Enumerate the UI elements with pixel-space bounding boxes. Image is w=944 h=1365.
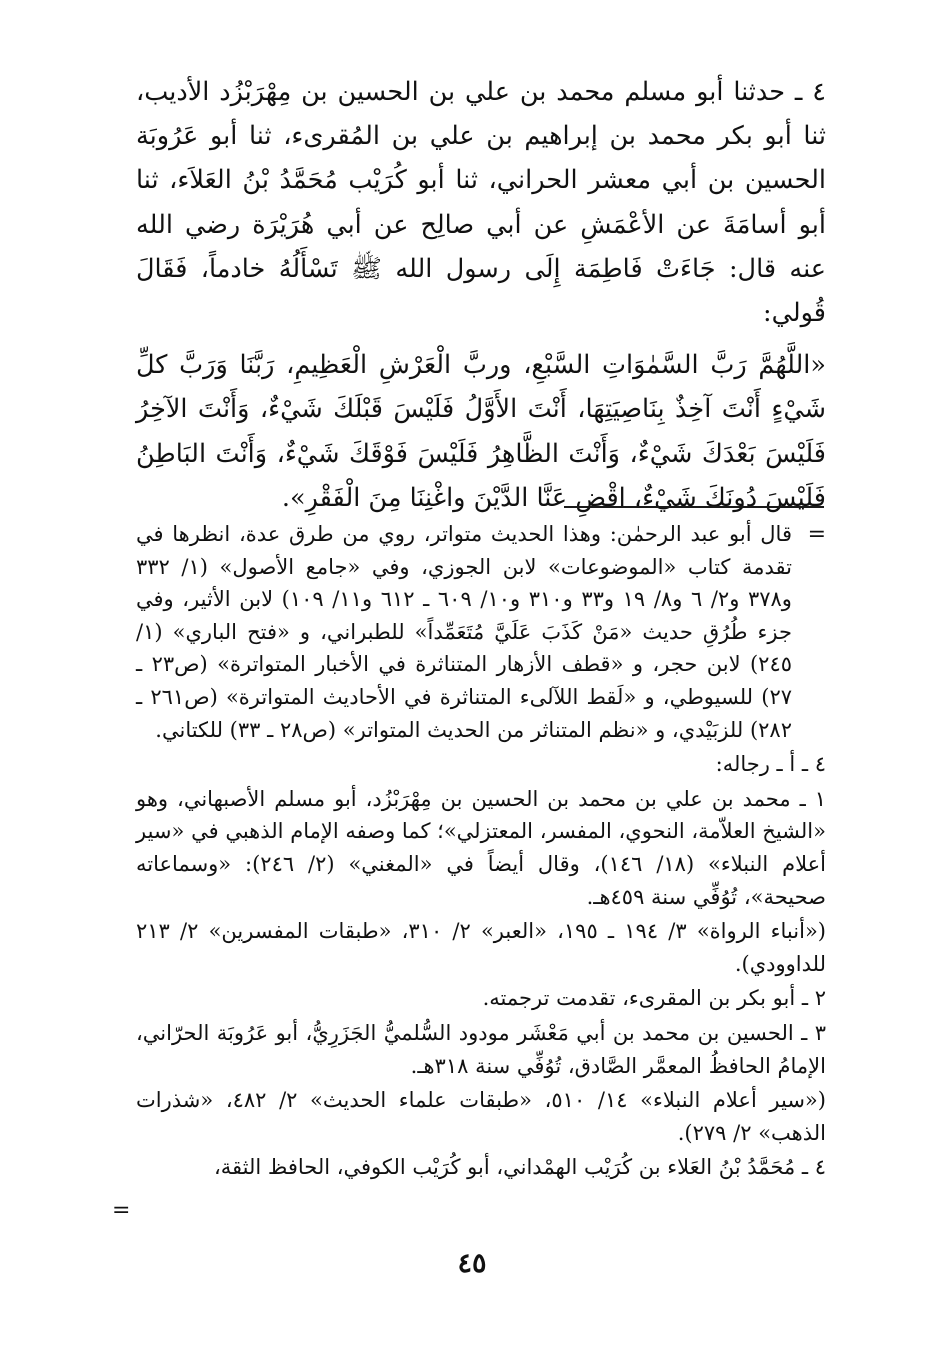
dua-text: «اللَّهُمَّ رَبَّ السَّمٰوَاتِ السَّبْعِ، وربَّ الْعَرْشِ الْعَظِيمِ، رَبَّنَا وَرَبَّ كلِّ شَيْءٍ أَنْتَ آخِذٌ بِنَاصِيَتِهَا، أَنْتَ الأَوَّلُ فَلَيْسَ قَبْلَكَ شَيْءٌ، وَأَنْتَ الآخِرُ فَلَيْسَ بَعْدَكَ شَيْءٌ، وَأَنْتَ الظَّاهِرُ فَلَيْسَ فَوْقَكَ شَيْءٌ، وَأَنْتَ البَاطِنُ فَلَيْسَ دُونَكَ شَيْءٌ، اقْضِ عَنَّا الدَّيْنَ واغْنِنَا مِنَ الْفَقْرِ». [136,350,826,513]
narrator-4: ٤ ـ مُحَمَّدُ بْنُ العَلاء بن كُرَيْب الهمْداني، أبو كُرَيْب الكوفي، الحافظ الثقة، [214,1155,826,1180]
hadith-paragraph: ٤ ـ حدثنا أبو مسلم محمد بن علي بن الحسين بن مِهْرَبْزُد الأديب، ثنا أبو بكر محمد بن إبراهيم بن علي بن المُقرىء، ثنا أبو عَرُوبَة الحسين بن أبي معشر الحراني، ثنا أبو كُرَيْب مُحَمَّدُ بْنُ العَلاَء، ثنا أبو أسامَةَ عن الأعْمَشِ عن أبي صالِح عن أبي هُرَيْرَة رضي الله عنه قال: جَاءَتْ فَاطِمَة إِلَى رسول الله ﷺ تَسْأَلُهُ خادماً، فَقَالَ قُولي: [136,77,826,329]
continuation-mark: = [807,522,826,547]
footnotes [136,518,826,1186]
narrator-1-sources: («أنباء الرواة» ٣/ ١٩٤ ـ ١٩٥، «العبر» ٢/ ٣١٠، «طبقات المفسرين» ٢/ ٢١٣ للداوودي). [136,919,826,976]
end-continuation-mark: = [112,1198,131,1223]
footnote-separator [564,506,824,508]
page-number: ٤٥ [457,1248,487,1279]
narrator-3-sources: («سير أعلام النبلاء» ١٤/ ٥١٠، «طبقات علماء الحديث» ٢/ ٤٨٢، «شذرات الذهب» ٢/ ٢٧٩). [136,1088,826,1145]
main-text [136,70,826,520]
footnote-continuation: قال أبو عبد الرحمٰن: وهذا الحديث متواتر، روي من طرق عدة، انظرها في تقدمة كتاب «الموضوعات» لابن الجوزي، وفي «جامع الأصول» (١/ ٣٣٢ و٣٧٨ و٢/ ٦ و٨/ ١٩ و٣٣ و٣١٠ و١٠/ ٦٠٩ ـ ٦١٢ و١١/ ١٠٩) لابن الأثير، وفي جزء طُرُقِ حديث «مَنْ كَذَبَ عَلَيَّ مُتَعَمِّداً» للطبراني، و «فتح الباري» (١/ ٢٤٥) لابن حجر، و «قطف الأزهار المتناثرة في الأخبار المتواترة» (ص٢٣ ـ ٢٧) للسيوطي، و «لَقط اللآلىء المتناثرة في الأحاديث المتواترة» (ص٢٦١ ـ ٢٨٢) للزبَيْدي، و «نظم المتناثر من الحديث المتواتر» (ص٢٨ ـ ٣٣) للكتاني. [136,522,793,742]
narrator-3: ٣ ـ الحسين بن محمد بن أبي مَعْشَر مودود السُّلميُّ الجَزَرِيُّ، أبو عَرُوبَة الحرّاني، الإمامُ الحافظُ المعمَّر الصَّادق، تُوُفِّي سنة ٣١٨هـ. [136,1020,826,1078]
narrator-2: ٢ ـ أبو بكر بن المقرىء، تقدمت ترجمته. [482,986,826,1011]
footnote-heading: ٤ ـ أ ـ رجاله: [715,752,826,777]
narrator-1: ١ ـ محمد بن علي بن محمد بن الحسين بن مِهْرَبْزُد، أبو مسلم الأصبهاني، وهو «الشيخ العلاّمة، النحوي، المفسر، المعتزلي»؛ كما وصفه الإمام الذهبي في «سير أعلام النبلاء» (١٨/ ١٤٦)، وقال أيضاً في «المغني» (٢/ ٢٤٦): «وسماعاته صحيحة»، تُوُفِّي سنة ٤٥٩هـ. [136,786,826,909]
